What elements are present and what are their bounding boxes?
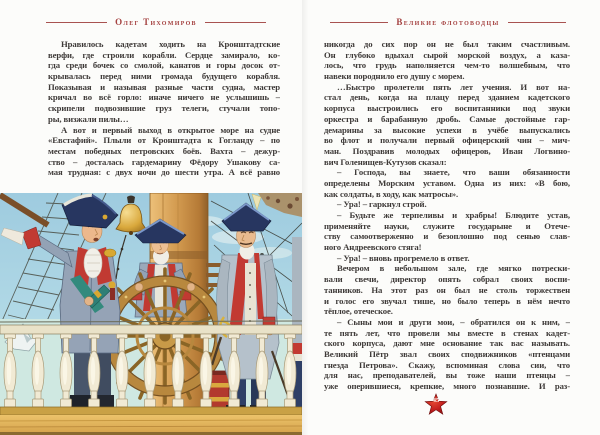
- text-line: мая трудная: с двух ночи до шести утра. А всё равно: [48, 167, 280, 178]
- text-line: как солдаты, в ходу, как матросы».: [324, 188, 459, 199]
- book-title: Великие флотоводцы: [396, 17, 500, 27]
- text-line: лось, что грудь наполняется чем-то волшебным, что: [324, 60, 570, 71]
- left-text-column: [48, 39, 280, 178]
- text-line: верфи, где строили корабли. Сердце замирало, ко-: [48, 49, 280, 60]
- page-number: 45: [432, 397, 440, 404]
- text-line: …Быстро пролетели пять лет учения. И вот на-: [337, 81, 570, 92]
- header-rule: [46, 22, 107, 23]
- text-line: – Ура! – вновь прогремело в ответ.: [337, 252, 470, 263]
- text-line: гнезда Петрова». Скажу, вспоминая слова сии, что: [324, 359, 570, 370]
- text-line: навеки породнило его душу с морем.: [324, 71, 465, 82]
- text-line: «Евстафий». Плыли от Кронштадта к Гогланду – по: [48, 135, 280, 146]
- text-line: оркестра и барабанную дробь. Самые достойные гар-: [324, 113, 570, 124]
- header-rule: [330, 22, 388, 23]
- text-line: кричал во всё горло: иначе ничего не услышишь –: [48, 92, 280, 103]
- text-line: Вечером в небольшом зале, где мягко потрески-: [337, 263, 570, 274]
- text-line: гда среди бочек со смолой, канатов и горы досок от-: [48, 60, 280, 71]
- text-line: крывалась перед ними громада будущего корабля.: [48, 71, 280, 82]
- sailor-helmsman: [131, 219, 191, 317]
- header-rule: [508, 22, 566, 23]
- text-line: – Сыны мои и други мои, – обратился он к ним, –: [337, 316, 570, 327]
- text-line: стал день, когда на плацу перед зданием кадетского: [324, 92, 570, 103]
- text-line: А вот и первый выход в открытое море на судне: [61, 124, 280, 135]
- author-name: Олег Тихомиров: [115, 17, 197, 27]
- text-line: демарины за высокие успехи в учёбе выпускались: [324, 124, 570, 135]
- text-line: ры, визжали пилы…: [48, 113, 129, 124]
- text-line: Показывая и называя разные части судна, мастер: [48, 81, 280, 92]
- text-line: ству самоотверженно и безоплошно под сенью слав-: [324, 231, 570, 242]
- text-line: Великий Пётр звал своих сподвижников «птенцами: [324, 348, 570, 359]
- text-line: Он глубоко вдыхал сырой морской воздух, а каза-: [324, 49, 570, 60]
- header-rule: [205, 22, 266, 23]
- text-line: определены Морским уставом. Одна из них: «В бою,: [324, 177, 570, 188]
- text-line: ского корпуса, дают мне основание так вас называть.: [324, 338, 570, 349]
- text-line: никогда до сих пор он не был таким счастливым.: [324, 39, 570, 49]
- text-line: скрипели подвозившие груз телеги, стучали топо-: [48, 103, 280, 114]
- text-line: ман. Поздравив молодых офицеров, Иван Логвино-: [324, 145, 570, 156]
- text-line: те пять лет, что провели мы вместе в стенах кадет-: [324, 327, 570, 338]
- text-line: уже оперившиеся, крепкие, много познавшие. И раз-: [324, 381, 570, 391]
- running-header-left: [46, 17, 266, 27]
- running-header-right: [330, 17, 566, 27]
- text-line: – Ура! – гаркнул строй.: [337, 199, 427, 210]
- text-line: ного Андреевского стяга!: [324, 242, 422, 253]
- text-line: для нас, преподавателей, вы тоже наши птенцы –: [324, 370, 570, 381]
- text-line: тёплое, отеческое.: [324, 306, 393, 317]
- helmsman-hand: [187, 283, 195, 291]
- book-page-right: [302, 0, 600, 435]
- text-line: корпуса выстроились его воспитанники под звуки: [324, 103, 570, 114]
- text-line: ство – досталась гардемарину Фёдору Ушакову са-: [48, 156, 280, 167]
- page-number-star: [424, 393, 448, 417]
- helmsman-hand: [135, 283, 143, 291]
- text-line: Нравилось кадетам ходить на Кронштадтские: [61, 39, 280, 49]
- text-line: вали свечи, директор опять собрал своих воспи-: [324, 274, 570, 285]
- text-line: – Господа, вы знаете, что ваши обязанности: [337, 167, 570, 178]
- right-text-column: [324, 39, 570, 392]
- text-line: – Будьте же терпеливы и храбры! Блюдите устав,: [337, 210, 570, 220]
- deck: [0, 415, 302, 435]
- text-line: танников. На этот раз он был не столь торжествен: [324, 284, 570, 295]
- bottom-rail: [0, 407, 302, 415]
- text-line: во флот и получали первый офицерский чин – мич-: [324, 135, 570, 146]
- text-line: и голос его звучал тише, но было теперь в нём нечто: [324, 295, 570, 306]
- text-line: применяйте науки, служите государыне и Отече-: [324, 220, 570, 231]
- text-line: вич Голенищев-Кутузов сказал:: [324, 156, 447, 167]
- text-line: местам победных петровских боёв. Вахта – дежур-: [48, 145, 280, 156]
- ship-deck-illustration: [0, 193, 302, 435]
